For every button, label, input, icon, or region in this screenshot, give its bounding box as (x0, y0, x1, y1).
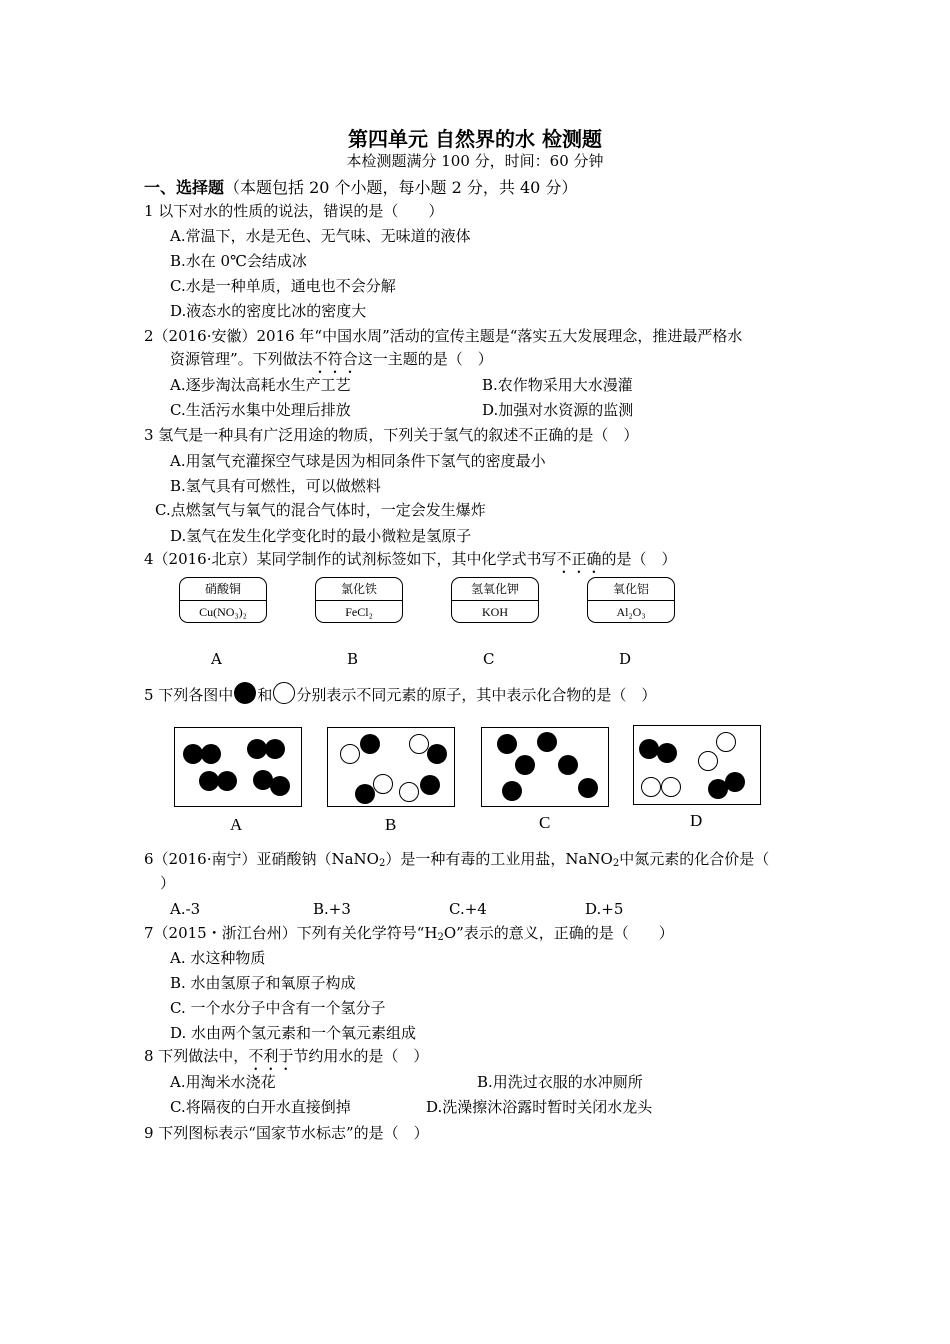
q5-letter-a: A (230, 815, 243, 834)
q5-stem-text-b: 和 (257, 686, 273, 704)
q1-option-a: A.常温下，水是无色、无气味、无味道的液体 (170, 227, 471, 245)
q7-option-b: B. 水由氢原子和氧原子构成 (170, 974, 356, 992)
q6-option-b: B.+3 (313, 900, 351, 918)
q7-stem (144, 923, 674, 948)
q7-stem-text-a: 7（2015・浙江台州）下列有关化学符号“H (144, 924, 438, 942)
atom (399, 782, 419, 802)
reagent-label-d-name: 氧化铝 (588, 578, 674, 601)
atom (201, 744, 221, 764)
q6-stem-text-c: 中氮元素的化合价是（ (619, 850, 770, 868)
q5-stem (144, 682, 656, 705)
reagent-label-a (179, 577, 267, 623)
section-note: （本题包括 20 个小题，每小题 2 分，共 40 分） (224, 178, 578, 197)
atom (497, 734, 517, 754)
reagent-label-a-name: 硝酸铜 (180, 578, 266, 601)
molecule-box-d (633, 725, 761, 805)
reagent-label-c-name: 氢氧化钾 (452, 578, 538, 601)
atom (265, 739, 285, 759)
q5-stem-text-c: 分别表示不同元素的原子，其中表示化合物的是（ ） (296, 686, 657, 704)
atom (537, 732, 557, 752)
atom (641, 777, 661, 797)
q1-stem: 1 以下对水的性质的说法，错误的是（ ） (144, 202, 444, 220)
atom (558, 755, 578, 775)
black-atom-icon (234, 682, 256, 704)
q2-option-c: C.生活污水集中处理后排放 (170, 401, 351, 419)
q7-option-c: C. 一个水分子中含有一个氢分子 (170, 999, 386, 1017)
section-heading (144, 175, 577, 198)
q8-option-a: A.用淘米水浇花 (170, 1073, 276, 1091)
atom (340, 744, 360, 764)
q2-option-b: B.农作物采用大水漫灌 (482, 376, 633, 394)
atom (427, 744, 447, 764)
q6-subscript-2: 2 (612, 858, 620, 869)
atom (639, 739, 659, 759)
atom (698, 751, 718, 771)
q7-option-a: A. 水这种物质 (170, 949, 266, 967)
q3-option-d: D.氢气在发生化学变化时的最小微粒是氢原子 (170, 527, 472, 545)
atom (360, 734, 380, 754)
q1-option-d: D.液态水的密度比冰的密度大 (170, 302, 367, 320)
q6-stem-text-b: ）是一种有毒的工业用盐，NaNO (385, 850, 613, 868)
q8-stem-text-a: 8 下列做法中， (144, 1047, 249, 1065)
atom (515, 755, 535, 775)
q7-subscript: 2 (437, 932, 444, 943)
q6-subscript-1: 2 (378, 858, 386, 869)
q8-stem-text-b: 节约用水的是（ ） (293, 1047, 429, 1065)
atom (578, 778, 598, 798)
atom (420, 775, 440, 795)
q2-stem-line2 (170, 349, 493, 377)
atom (725, 772, 745, 792)
molecule-box-c (481, 727, 609, 807)
molecule-box-a (174, 727, 302, 807)
q6-stem-line1 (144, 849, 769, 874)
molecule-box-b (327, 727, 455, 807)
q2-emphasis: 不符合 (312, 350, 358, 368)
atom (355, 784, 375, 804)
q2-stem-line1: 2（2016·安徽）2016 年“中国水周”活动的宣传主题是“落实五大发展理念，推进最严格水 (144, 327, 743, 345)
q8-emphasis: 不利于 (248, 1047, 294, 1065)
q6-option-c: C.+4 (449, 900, 487, 918)
q8-stem (144, 1046, 428, 1074)
q1-option-b: B.水在 0℃会结成冰 (170, 252, 307, 270)
atom (247, 739, 267, 759)
q4-stem (144, 549, 677, 577)
q3-stem: 3 氢气是一种具有广泛用途的物质，下列关于氢气的叙述不正确的是（ ） (144, 426, 639, 444)
atom (661, 777, 681, 797)
q2-option-a: A.逐步淘汰高耗水生产工艺 (170, 376, 351, 394)
q3-option-c: C.点燃氢气与氧气的混合气体时，一定会发生爆炸 (155, 501, 486, 519)
q8-option-d: D.洗澡擦沐浴露时暂时关闭水龙头 (426, 1098, 653, 1116)
q4-letter-a: A (211, 650, 222, 668)
reagent-label-c-formula: KOH (482, 605, 508, 619)
atom (183, 744, 203, 764)
atom (409, 734, 429, 754)
atom (716, 732, 736, 752)
q4-stem-text-a: 4（2016·北京）某同学制作的试剂标签如下，其中化学式书写 (144, 550, 557, 568)
section-title: 一、选择题 (144, 178, 225, 197)
reagent-label-d (587, 577, 675, 623)
q5-stem-text-a: 5 下列各图中 (144, 686, 234, 704)
white-atom-icon (273, 682, 295, 704)
q3-option-b: B.氢气具有可燃性，可以做燃料 (170, 477, 381, 495)
atom (270, 776, 290, 796)
q1-option-c: C.水是一种单质，通电也不会分解 (170, 277, 396, 295)
q7-stem-text-b: O”表示的意义，正确的是（ ） (443, 924, 674, 942)
q5-letter-d: D (690, 811, 703, 830)
q6-stem-line2: ） (160, 874, 176, 892)
q9-stem: 9 下列图标表示“国家节水标志”的是（ ） (144, 1124, 429, 1142)
reagent-label-d-formula: Al₂O₃ (616, 605, 646, 619)
page-title: 第四单元 自然界的水 检测题 (348, 127, 602, 151)
atom (657, 743, 677, 763)
reagent-label-b-name: 氯化铁 (316, 578, 402, 601)
q2-stem-text-a: 资源管理”。下列做法 (170, 350, 313, 368)
atom (373, 774, 393, 794)
reagent-label-a-formula: Cu(NO₃)₂ (199, 605, 247, 619)
q8-option-b: B.用洗过衣服的水冲厕所 (477, 1073, 643, 1091)
q6-stem-text-a: 6（2016·南宁）亚硝酸钠（NaNO (144, 850, 379, 868)
q5-letter-c: C (539, 813, 551, 832)
q8-option-c: C.将隔夜的白开水直接倒掉 (170, 1098, 351, 1116)
atom (217, 771, 237, 791)
q7-option-d: D. 水由两个氢元素和一个氧元素组成 (170, 1024, 417, 1042)
atom (199, 771, 219, 791)
page-subtitle: 本检测题满分 100 分，时间：60 分钟 (346, 152, 604, 170)
q6-option-a: A.-3 (170, 900, 201, 918)
q2-stem-text-b: 这一主题的是（ ） (357, 350, 493, 368)
q4-letter-d: D (619, 650, 632, 668)
atom (502, 781, 522, 801)
reagent-label-c (451, 577, 539, 623)
q4-emphasis: 不正确 (556, 550, 602, 568)
q4-letter-c: C (483, 650, 495, 668)
q3-option-a: A.用氢气充灌探空气球是因为相同条件下氢气的密度最小 (170, 452, 546, 470)
q5-letter-b: B (385, 815, 397, 834)
q2-option-d: D.加强对水资源的监测 (482, 401, 634, 419)
q4-letter-b: B (347, 650, 359, 668)
q4-stem-text-b: 的是（ ） (601, 550, 677, 568)
reagent-label-b-formula: FeCl₂ (345, 605, 373, 619)
reagent-label-b (315, 577, 403, 623)
q6-option-d: D.+5 (585, 900, 624, 918)
